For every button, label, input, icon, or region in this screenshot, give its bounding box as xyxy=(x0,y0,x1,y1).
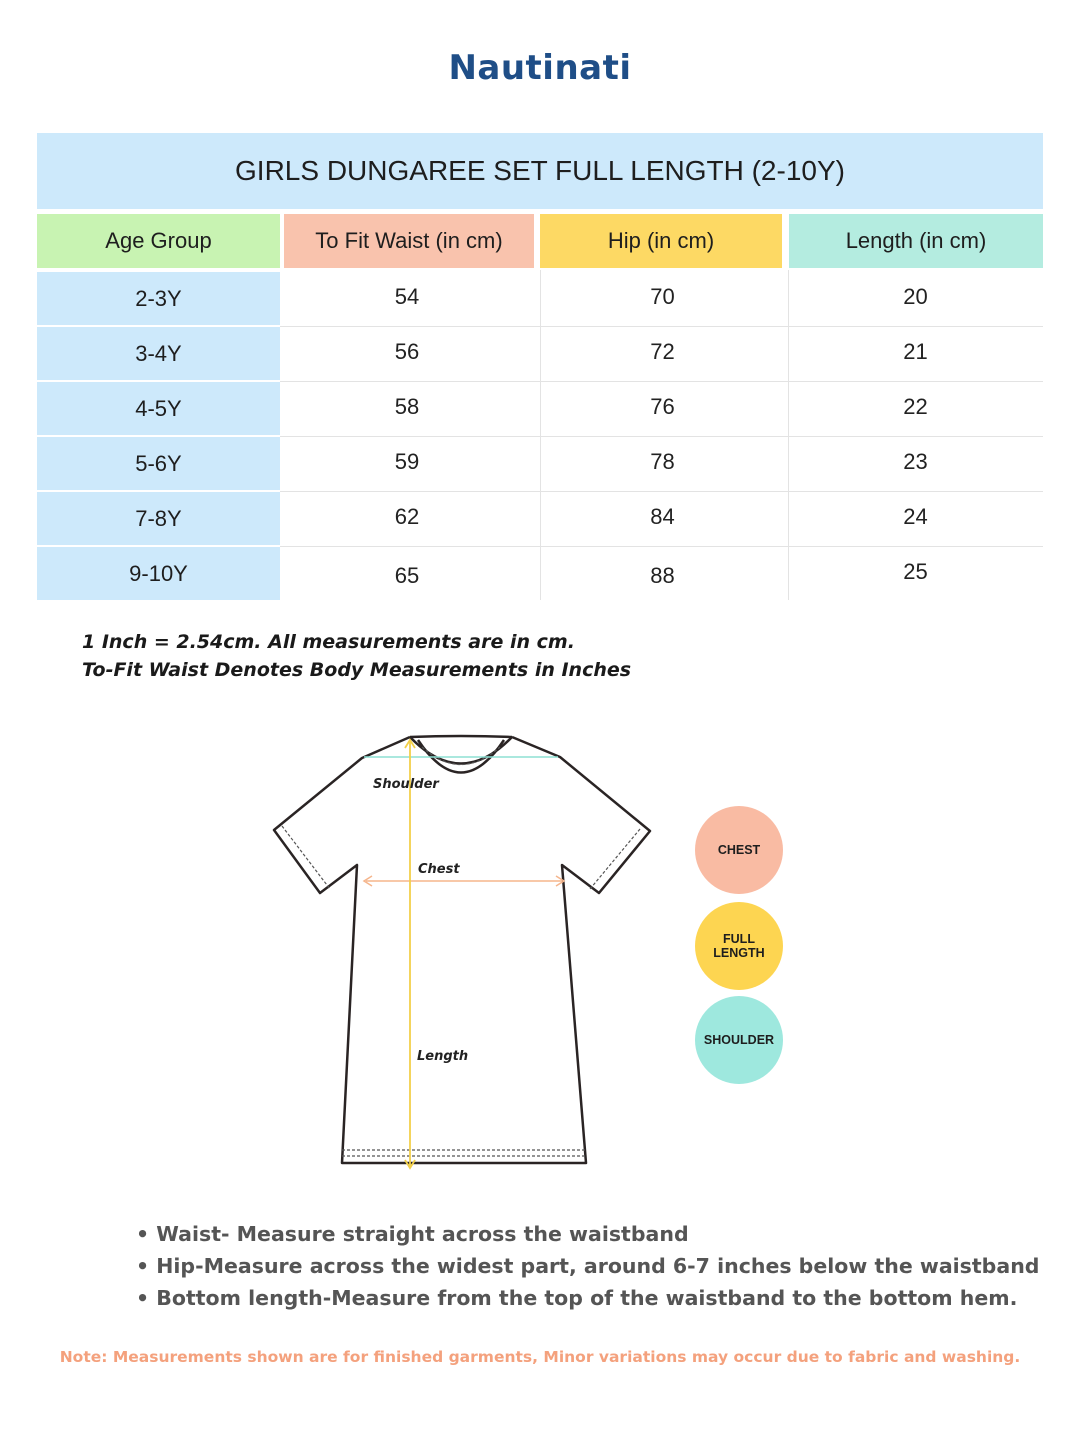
row-age-cell: 5-6Y xyxy=(37,437,280,490)
note-line: To-Fit Waist Denotes Body Measurements in Inches xyxy=(82,659,632,681)
hip-cell: 76 xyxy=(650,393,675,419)
hip-cell: 84 xyxy=(650,503,675,529)
measurement-notes xyxy=(82,628,631,684)
brand-logo xyxy=(0,48,1080,104)
list-item: • Hip-Measure across the widest part, around 6-7 inches below the waistband xyxy=(136,1250,1039,1282)
list-item: • Bottom length-Measure from the top of the waistband to the bottom hem. xyxy=(136,1282,1039,1314)
waist-cell: 56 xyxy=(394,338,420,364)
waist-cell: 65 xyxy=(394,562,420,588)
chest-measure-line xyxy=(364,876,564,886)
length-label: Length xyxy=(417,1049,469,1064)
legend-full-length-label xyxy=(713,932,764,960)
waist-cell: 59 xyxy=(394,448,420,474)
row-age-cell: 7-8Y xyxy=(37,492,280,545)
waist-cell: 58 xyxy=(394,393,420,419)
logo-text: Nautinati xyxy=(448,48,632,88)
hip-cell: 88 xyxy=(650,562,675,588)
legend-chest xyxy=(695,806,783,894)
hip-cell: 72 xyxy=(650,338,675,364)
chart-title: GIRLS DUNGAREE SET FULL LENGTH (2-10Y) xyxy=(37,133,1043,209)
legend-line: FULL xyxy=(723,932,755,946)
row-age-cell: 3-4Y xyxy=(37,327,280,380)
waist-cell: 54 xyxy=(394,283,420,309)
legend-chest-label: CHEST xyxy=(717,843,761,857)
row-age-cell: 2-3Y xyxy=(37,272,280,325)
measuring-instructions xyxy=(136,1218,1039,1314)
list-item: • Waist- Measure straight across the waistband xyxy=(136,1218,1039,1250)
waist-cell: 62 xyxy=(394,503,420,529)
row-age-cell: 9-10Y xyxy=(37,547,280,600)
length-cell: 22 xyxy=(903,393,928,419)
length-cell: 25 xyxy=(903,558,928,584)
legend-shoulder xyxy=(695,996,783,1084)
tshirt-outline xyxy=(274,736,650,1163)
legend-full-length xyxy=(695,902,783,990)
header-waist: To Fit Waist (in cm) xyxy=(284,214,534,268)
note-line: 1 Inch = 2.54cm. All measurements are in cm. xyxy=(82,631,575,653)
length-cell: 21 xyxy=(903,338,928,364)
legend-shoulder-label: SHOULDER xyxy=(703,1033,775,1047)
length-measure-line xyxy=(405,740,415,1168)
header-length: Length (in cm) xyxy=(789,214,1043,268)
header-age-group: Age Group xyxy=(37,214,280,268)
hip-cell: 78 xyxy=(650,448,675,474)
stitch-lines xyxy=(282,747,640,1156)
length-cell: 20 xyxy=(903,283,928,309)
row-age-cell: 4-5Y xyxy=(37,382,280,435)
chest-label: Chest xyxy=(418,862,460,877)
hip-cell: 70 xyxy=(650,283,675,309)
header-hip: Hip (in cm) xyxy=(540,214,782,268)
shoulder-label: Shoulder xyxy=(373,777,439,792)
length-cell: 24 xyxy=(903,503,928,529)
legend-line: LENGTH xyxy=(713,946,765,960)
length-cell: 23 xyxy=(903,448,928,474)
footnote: Note: Measurements shown are for finished garments, Minor variations may occur due to fabric and washing. xyxy=(59,1348,1021,1366)
